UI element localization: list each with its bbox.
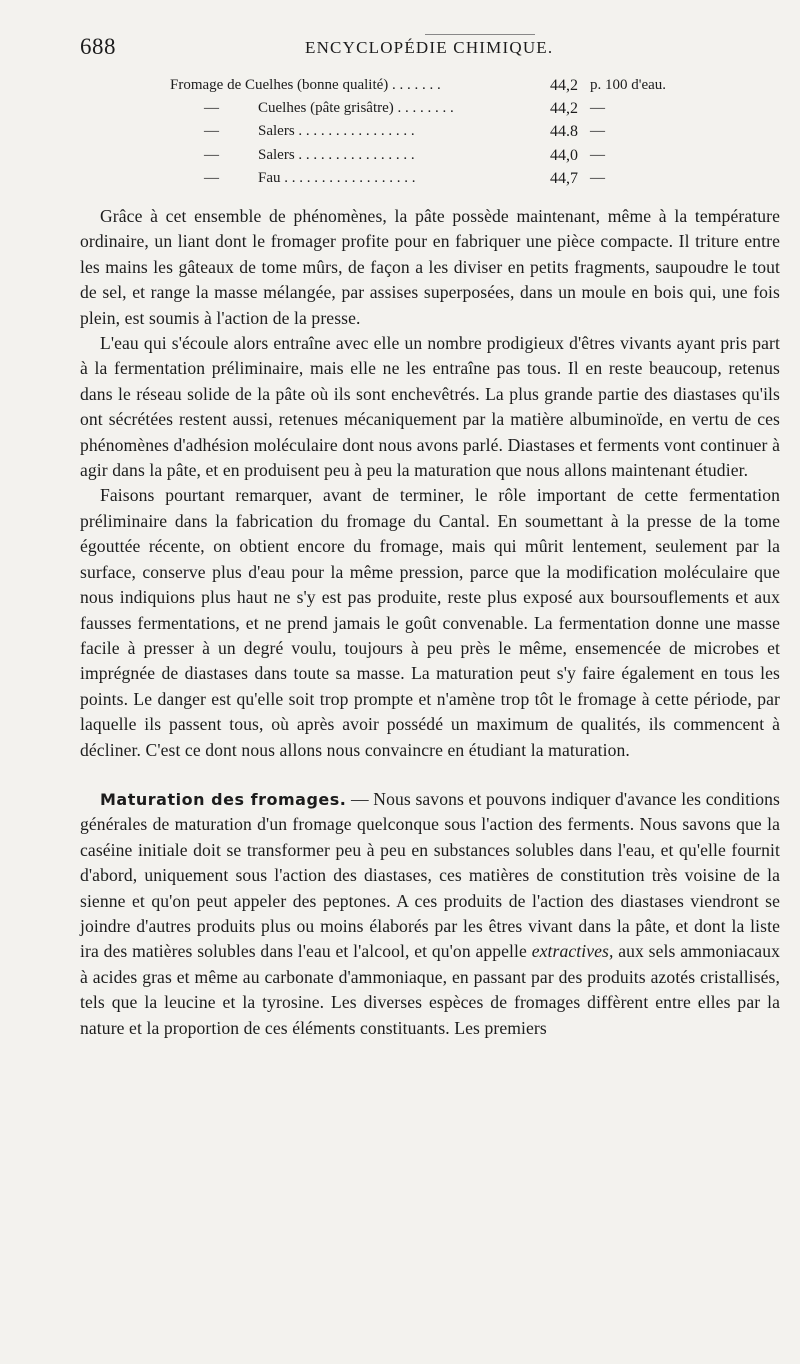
table-cell-unit: p. 100 d'eau. bbox=[590, 77, 667, 93]
table-cell-unit: — bbox=[590, 100, 605, 117]
table-row bbox=[170, 120, 690, 143]
table-cell-value: 44,2 bbox=[550, 77, 578, 94]
table-cell-name: — Fau . . . . . . . . . . . . . . . . . . bbox=[204, 169, 416, 186]
header-rule bbox=[425, 34, 535, 35]
page-number: 688 bbox=[80, 34, 116, 59]
section-heading: Maturation des fromages. bbox=[100, 789, 347, 809]
body-text bbox=[80, 204, 780, 1041]
table-row bbox=[170, 74, 690, 97]
table-cell-value: 44,0 bbox=[550, 146, 578, 164]
paragraph-text: aux sels ammoniacaux à acides gras et même au carbonate d'ammoniaque, en passant par des produits azotés cristallisés, tels que la leucine et la tyrosine. Les diverses espèces de fromages diffèrent entre elles par la nature et la proportion de ces éléments constituants. Les premiers bbox=[80, 941, 780, 1038]
table-row bbox=[170, 144, 690, 167]
paragraph-text: — Nous savons et pouvons indiquer d'avance les conditions générales de maturation d'un fromage quelconque sous l'action des ferments. Nous savons que la caséine initiale doit se transformer peu à peu en substances solubles dans l'eau, et qu'elle fournit d'abord, uniquement sous l'action des diastases, ces matières de constitution très voisine de la sienne et qu'on peut appeler des peptones. A ces produits de l'action des diastases viendront se joindre d'autres produits plus ou moins élaborés par les êtres vivant dans la pâte, et dont la liste ira des matières solubles dans l'eau et l'alcool, et qu'on appelle bbox=[80, 788, 780, 962]
paragraph-ferments: L'eau qui s'écoule alors entraîne avec elle un nombre prodigieux d'êtres vivants ayant pris part à la fermentation préliminaire, mais elle ne les entraîne pas tous. Il en reste beaucoup, retenus dans le réseau solide de la pâte où ils sont enchevêtrés. La plus grande partie des diastases qu'ils ont sécrétées restent aussi, retenues mécaniquement par la matière albuminoïde, en vertu de ces phénomènes d'adhésion moléculaire dont nous avons parlé. Diastases et ferments vont continuer à agir dans la pâte, et en produisent peu à peu la maturation que nous allons maintenant étudier. bbox=[80, 333, 780, 481]
table-cell-name: — Cuelhes (pâte grisâtre) . . . . . . . . bbox=[204, 100, 454, 117]
italic-term: extractives, bbox=[531, 941, 614, 962]
paragraph-pressing: Grâce à cet ensemble de phénomènes, la pâte possède maintenant, même à la température ordinaire, un liant dont le fromager profite pour en fabriquer une pièce compacte. Il triture entre les mains les gâteaux de tome mûrs, de façon a les diviser en petits fragments, saupoudre le tout de sel, et range la masse mélangée, par assises superposées, dans un moule en bois qui, une fois plein, est soumis à l'action de la presse. bbox=[80, 206, 780, 328]
table-cell-unit: — bbox=[590, 146, 605, 163]
table-row bbox=[170, 97, 690, 120]
table-cell-name: — Salers . . . . . . . . . . . . . . . . bbox=[204, 123, 415, 140]
table-cell-name: Fromage de Cuelhes (bonne qualité) . . . . . . . bbox=[170, 77, 441, 93]
table-cell-value: 44,2 bbox=[550, 100, 578, 118]
table-cell-value: 44,7 bbox=[550, 169, 578, 187]
table-cell-unit: — bbox=[590, 123, 605, 140]
paragraph-preliminary-fermentation: Faisons pourtant remarquer, avant de terminer, le rôle important de cette fermentation préliminaire dans la fabrication du fromage du Cantal. En soumettant à la presse de la tome égouttée récente, on obtient encore du fromage, mais qui mûrit lentement, seulement par la surface, conserve plus d'eau pour la même pression, parce que la modification moléculaire que nous indiquions plus haut ne s'y est pas produite, reste plus exposé aux boursouflements et aux fausses fermentations, et ne prend jamais le goût convenable. La fermentation donne une masse facile à presser à un degré voulu, toujours à peu près le même, ensemencée de microbes et imprégnée de diastases dans toute sa masse. La maturation peut s'y faire également en tous les points. Le danger est qu'elle soit trop prompte et n'amène trop tôt le fromage à cette période, par laquelle ils passent tous, où après avoir possédé un maximum de qualités, ils commencent à décliner. C'est ce dont nous allons nous convaincre en étudiant la maturation. bbox=[80, 485, 780, 760]
running-head: ENCYCLOPÉDIE CHIMIQUE. bbox=[305, 38, 554, 57]
table-row bbox=[170, 167, 690, 190]
table-cell-unit: — bbox=[590, 169, 605, 186]
table-cell-name: — Salers . . . . . . . . . . . . . . . . bbox=[204, 146, 415, 163]
water-content-table bbox=[170, 74, 690, 190]
paragraph-maturation bbox=[80, 787, 780, 1041]
page-header bbox=[80, 34, 780, 64]
table-cell-value: 44.8 bbox=[550, 123, 578, 141]
